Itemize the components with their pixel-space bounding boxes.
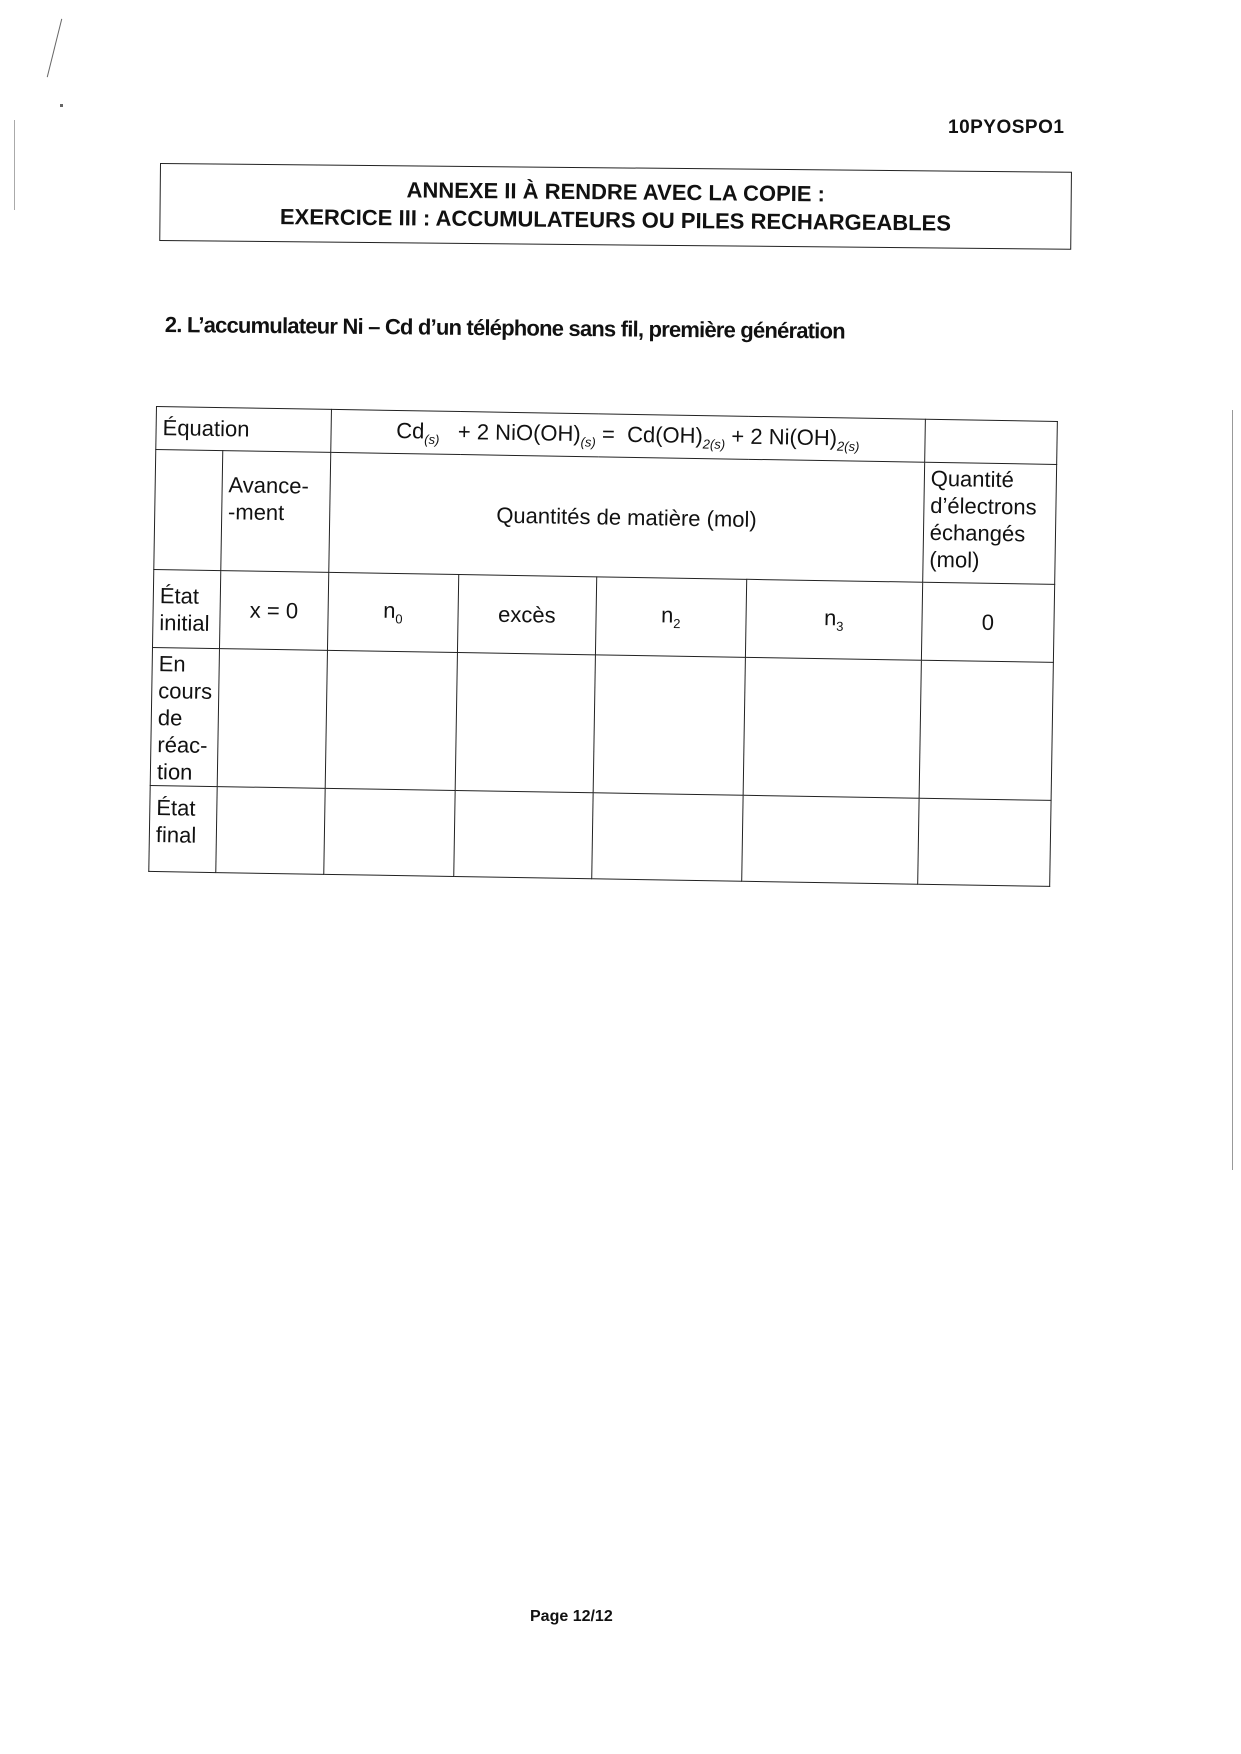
empty-cell [455, 653, 595, 793]
eq-cdoh: Cd(OH) [626, 421, 704, 448]
row-initial-label: État initial [152, 569, 220, 648]
eq-nioh2: + 2 Ni(OH) [731, 423, 838, 451]
annex-title-line2: EXERCICE III : ACCUMULATEURS OU PILES RECHARGEABLES [279, 204, 952, 236]
row-final [149, 785, 1051, 886]
page-number: Page 12/12 [530, 1608, 613, 1625]
row-initial-exces: excès [457, 575, 596, 655]
empty-cell [217, 649, 327, 789]
row-initial-n0 [327, 572, 458, 652]
empty-cell [325, 650, 457, 790]
row-en-cours [150, 647, 1053, 800]
equation-empty-cell [924, 419, 1057, 464]
n3-sub: 3 [836, 618, 844, 635]
n0-sub: 0 [395, 611, 403, 627]
reaction-table [148, 406, 1057, 887]
section-heading [165, 312, 845, 345]
reaction-table-wrap [148, 406, 1057, 887]
empty-cell [593, 655, 745, 795]
empty-cell [592, 793, 743, 881]
scan-mark [47, 19, 62, 77]
empty-cell [741, 795, 918, 884]
eq-cd: Cd [396, 417, 425, 444]
empty-cell [454, 791, 593, 879]
electrons-label: Quantité d’électrons échangés (mol) [922, 462, 1056, 584]
annex-title-box [159, 163, 1072, 250]
eq-nioh2-sub: 2(s) [836, 438, 860, 454]
heading-formula: Ni – Cd [342, 313, 413, 340]
row-final-label: État final [149, 785, 217, 872]
equation-label: Équation [156, 407, 331, 453]
quantites-label: Quantités de matière (mol) [329, 452, 925, 582]
eq-equals: = [601, 421, 616, 447]
eq-nioh-state: (s) [580, 434, 596, 450]
row-initial [152, 569, 1054, 662]
document-code: 10PYOSPO1 [948, 117, 1065, 138]
scan-mark [14, 120, 15, 210]
eq-cd-state: (s) [424, 431, 440, 447]
row-initial-electrons: 0 [921, 582, 1054, 662]
row-initial-x: x = 0 [219, 571, 328, 651]
empty-cell [919, 660, 1053, 800]
n3-symbol: n [823, 605, 837, 631]
empty-header-cell [154, 450, 223, 571]
heading-prefix: 2. L’accumulateur [164, 312, 343, 339]
eq-cdoh-sub: 2(s) [702, 436, 726, 452]
empty-cell [743, 657, 921, 798]
empty-cell [216, 787, 325, 875]
empty-cell [324, 788, 455, 876]
n2-symbol: n [660, 602, 674, 628]
scan-mark [60, 104, 63, 107]
eq-nioh: + 2 NiO(OH) [457, 418, 581, 446]
heading-suffix: d’un téléphone sans fil, première génération [412, 314, 845, 344]
avancement-label: Avance- -ment [221, 451, 331, 573]
scan-mark [1232, 410, 1233, 1170]
row-initial-n3 [745, 579, 922, 660]
n0-symbol: n [382, 598, 396, 624]
row-en-cours-label: En cours de réac-tion [150, 647, 219, 786]
n2-sub: 2 [673, 616, 681, 632]
annex-title-line1: ANNEXE II À RENDRE AVEC LA COPIE : [406, 177, 826, 207]
empty-cell [917, 798, 1050, 886]
row-initial-n2 [595, 577, 746, 657]
header-row [154, 450, 1057, 585]
